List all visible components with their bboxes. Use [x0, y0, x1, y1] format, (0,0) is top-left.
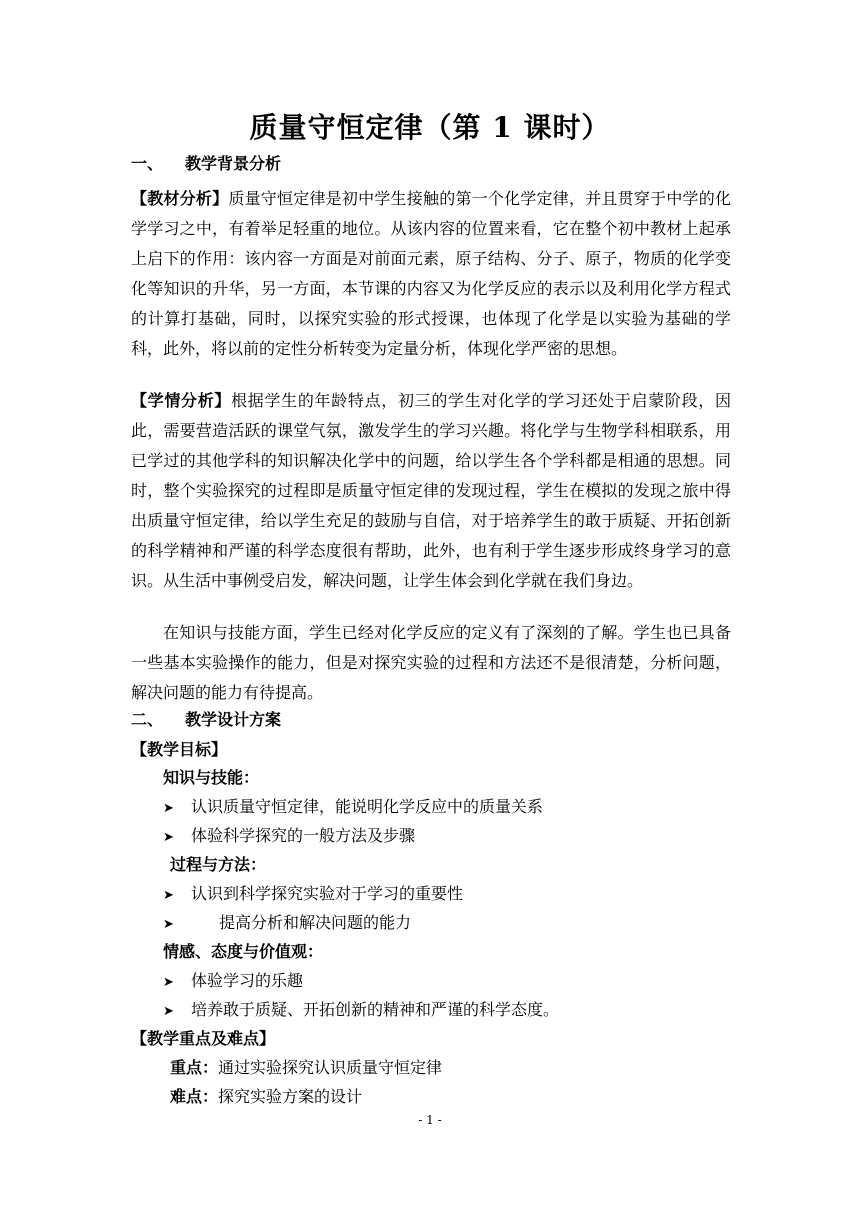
list-item: ➤ 认识到科学探究实验对于学习的重要性 [163, 880, 463, 910]
list-item: ➤ 提高分析和解决问题的能力 [163, 909, 411, 939]
list-item: ➤ 培养敢于质疑、开拓创新的精神和严谨的科学态度。 [163, 996, 559, 1026]
section-title: 教学设计方案 [185, 710, 282, 729]
section-number: 二、 [131, 710, 164, 729]
knowledge-skills-heading: 知识与技能： [163, 768, 260, 787]
arrowhead-bullet-icon: ➤ [163, 830, 174, 845]
textbook-analysis-label: 【教材分析】 [131, 189, 229, 208]
teaching-goals-heading: 【教学目标】 [131, 740, 228, 759]
arrowhead-bullet-icon: ➤ [163, 975, 174, 990]
skills-paragraph: 在知识与技能方面，学生已经对化学反应的定义有了深刻的了解。学生也已具备一些基本实验操作的能力，但是对探究实验的过程和方法还不是很清楚，分析问题，解决问题的能力有待提高。 [131, 623, 731, 702]
emotion-values-heading: 情感、态度与价值观： [163, 942, 324, 961]
arrowhead-bullet-icon: ➤ [163, 1004, 174, 1019]
keypoints-heading: 【教学重点及难点】 [131, 1029, 276, 1048]
key-point-line [170, 1054, 442, 1082]
page-number: - 1 - [418, 1113, 442, 1127]
section-heading-2 [131, 706, 281, 734]
section-heading-1 [131, 150, 281, 178]
arrowhead-bullet-icon: ➤ [163, 888, 174, 903]
key-point-label: 重点： [170, 1058, 219, 1077]
key-point-text: 通过实验探究认识质量守恒定律 [218, 1058, 443, 1077]
arrowhead-bullet-icon: ➤ [163, 917, 174, 932]
section-number: 一、 [131, 154, 164, 173]
page-title: 质量守恒定律（第 1 课时） [249, 111, 611, 144]
section-title: 教学背景分析 [185, 154, 282, 173]
learner-analysis-text: 根据学生的年龄特点，初三的学生对化学的学习还处于启蒙阶段，因此，需要营造活跃的课堂气氛，激发学生的学习兴趣。将化学与生物学科相联系，用已学过的其他学科的知识解决化学中的问题，给以学生各个学科都是相通的思想。同时，整个实验探究的过程即是质量守恒定律的发现过程，学生在模拟的发现之旅中得出质量守恒定律，给以学生充足的鼓励与自信，对于培养学生的敢于质疑、开拓创新的科学精神和严谨的科学态度很有帮助，此外，也有利于学生逐步形成终身学习的意识。从生活中事例受启发，解决问题，让学生体会到化学就在我们身边。 [131, 391, 731, 590]
textbook-analysis-text: 质量守恒定律是初中学生接触的第一个化学定律，并且贯穿于中学的化学学习之中，有着举足轻重的地位。从该内容的位置来看，它在整个初中教材上起承上启下的作用：该内容一方面是对前面元素，原子结构、分子、原子，物质的化学变化等知识的升华，另一方面，本节课的内容又为化学反应的表示以及利用化学方程式的计算打基础，同时，以探究实验的形式授课，也体现了化学是以实验为基础的学科，此外，将以前的定性分析转变为定量分析，体现化学严密的思想。 [131, 189, 731, 358]
learner-analysis-paragraph [131, 386, 731, 596]
learner-analysis-label: 【学情分析】 [131, 391, 232, 410]
list-item: ➤ 体验科学探究的一般方法及步骤 [163, 822, 415, 852]
list-item: ➤ 认识质量守恒定律，能说明化学反应中的质量关系 [163, 793, 543, 823]
textbook-analysis-paragraph [131, 184, 731, 364]
arrowhead-bullet-icon: ➤ [163, 801, 174, 816]
difficulty-line [170, 1083, 362, 1111]
process-method-heading: 过程与方法： [170, 855, 267, 874]
list-item: ➤ 体验学习的乐趣 [163, 967, 303, 997]
difficulty-text: 探究实验方案的设计 [218, 1087, 363, 1106]
difficulty-label: 难点： [170, 1087, 219, 1106]
